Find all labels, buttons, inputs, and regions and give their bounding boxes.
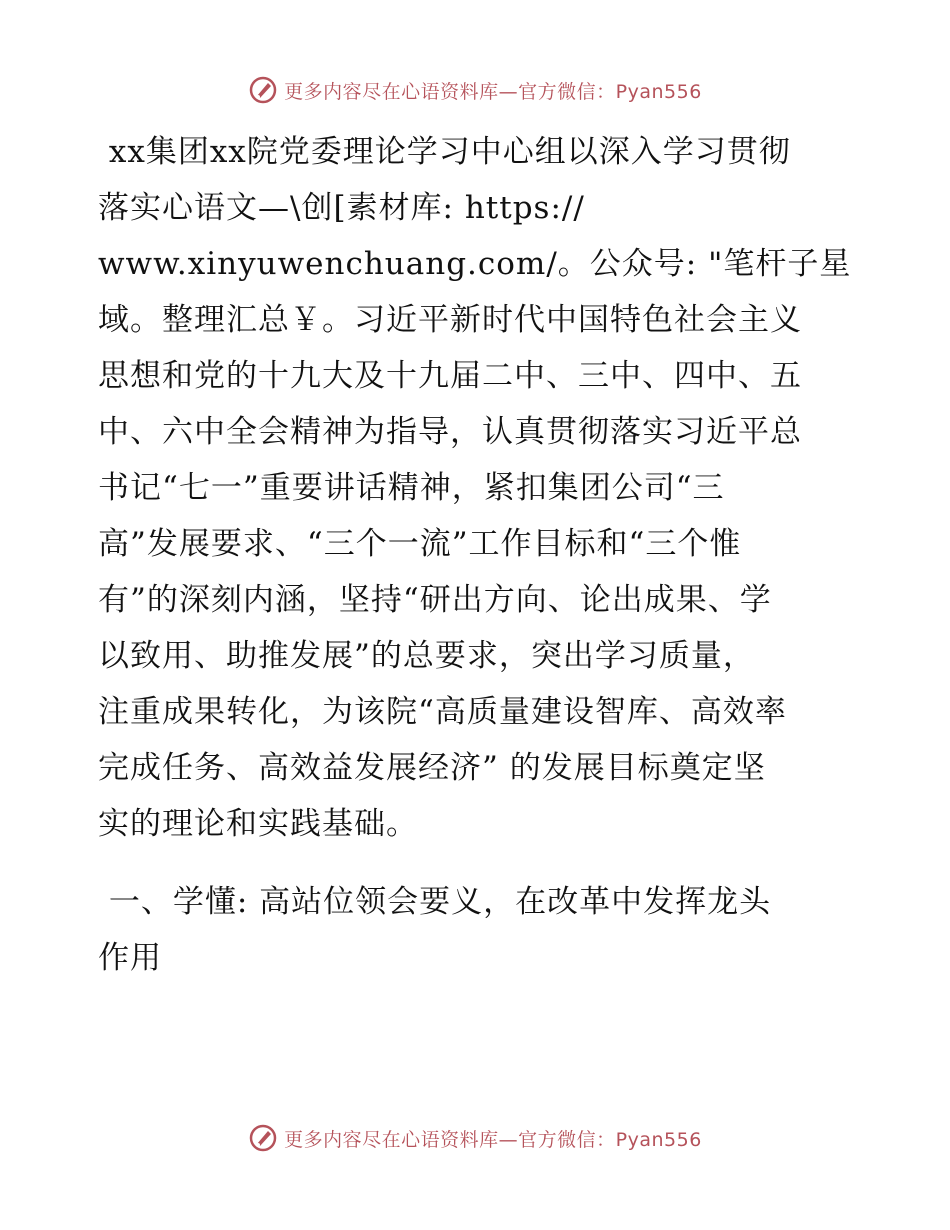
body-line: 中、六中全会精神为指导，认真贯彻落实习近平总	[98, 414, 802, 450]
section-heading-line: 一、学懂: 高站位领会要义，在改革中发挥龙头	[98, 884, 772, 920]
body-line: 完成任务、高效益发展经济” 的发展目标奠定坚	[98, 750, 766, 786]
paragraph-gap	[98, 852, 858, 874]
pen-logo-icon	[248, 75, 278, 105]
body-line: 以致用、助推发展”的总要求，突出学习质量，	[98, 638, 755, 674]
body-line: 域。整理汇总￥。习近平新时代中国特色社会主义	[98, 302, 802, 338]
body-line: 落实心语文—\创[素材库: https://	[98, 190, 585, 226]
pen-logo-icon	[248, 1123, 278, 1153]
body-line: 有”的深刻内涵，坚持“研出方向、论出成果、学	[98, 582, 772, 618]
watermark-footer	[0, 1118, 950, 1158]
watermark-text: 更多内容尽在心语资料库—官方微信：Pyan556	[284, 80, 702, 103]
body-line: 高”发展要求、“三个一流”工作目标和“三个惟	[98, 526, 742, 562]
watermark-header	[0, 70, 950, 110]
body-line: 实的理论和实践基础。	[98, 806, 418, 842]
watermark-text: 更多内容尽在心语资料库—官方微信：Pyan556	[284, 1128, 702, 1151]
body-line: 注重成果转化，为该院“高质量建设智库、高效率	[98, 694, 787, 730]
document-body	[98, 124, 858, 986]
body-line: xx集团xx院党委理论学习中心组以深入学习贯彻	[98, 134, 791, 170]
body-line: 书记“七一”重要讲话精神，紧扣集团公司“三	[98, 470, 725, 506]
body-line: 思想和党的十九大及十九届二中、三中、四中、五	[98, 358, 802, 394]
section-heading-line: 作用	[98, 940, 162, 976]
body-line: www.xinyuwenchuang.com/。公众号: "笔杆子星	[98, 246, 852, 282]
